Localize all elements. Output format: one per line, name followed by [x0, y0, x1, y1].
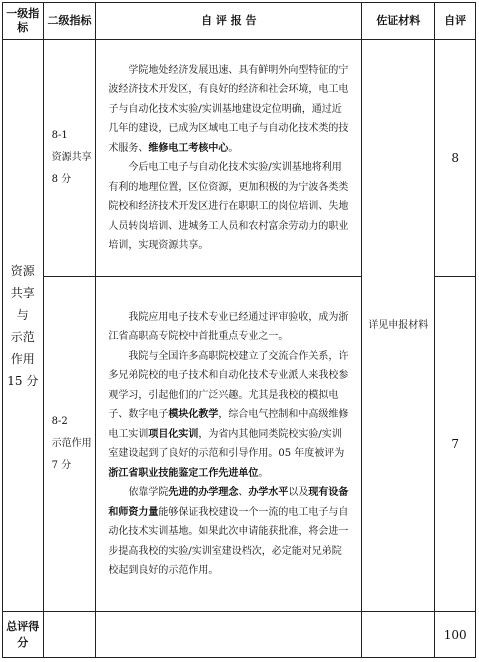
header-evidence: 佐证材料 [362, 3, 435, 40]
self-report [96, 277, 362, 612]
empty-cell [96, 612, 362, 658]
score: 7 [435, 277, 476, 612]
score: 8 [435, 40, 476, 277]
total-score: 100 [435, 612, 476, 658]
table-row [3, 40, 476, 277]
level2-indicator: 8-1 资源共享 8 分 [43, 40, 96, 277]
header-report: 自 评 报 告 [96, 3, 362, 40]
total-label: 总评得分 [3, 612, 44, 658]
report-paragraph: 我院与全国许多高职院校建立了交流合作关系，许多兄弟院校的电子技术和自动化技术专业派人来我校参观学习，引起他们的广泛兴趣。尤其是我校的模拟电子、数字电子模块化教学，综合电气控制和中高级维修电工实训项目化实训，为省内其他同类院校实验/实训室建设起到了良好的示范和引导作用。05 年度被评为浙江省职业技能鉴定工作先进单位。 [108, 350, 349, 479]
empty-cell [43, 612, 96, 658]
report-paragraph: 依靠学院先进的办学理念、办学水平以及现有设备和师资力量能够保证我校建设一个一流的电工电子与自动化技术实训基地。如果此次申请能获批准，将会进一步提高我校的实验/实训室建设档次，必定能对兄弟院校起到良好的示范作用。 [108, 487, 349, 576]
header-score: 自评 [435, 3, 476, 40]
header-level2: 二级指标 [43, 3, 96, 40]
report-paragraph: 我院应用电子技术专业已经通过评审验收，成为浙江省高职高专院校中首批重点专业之一。 [108, 311, 349, 342]
level2-indicator: 8-2 示范作用 7 分 [43, 277, 96, 612]
report-paragraph: 学院地处经济发展迅速、具有鲜明外向型特征的宁波经济技术开发区，有良好的经济和社会环境，电工电子与自动化技术实验/实训基地建设定位明确，通过近几年的建设，已成为区域电工电子与自动化技术类的技术服务、维修电工考核中心。 [108, 64, 349, 154]
header-row [3, 3, 476, 40]
footer-row [3, 612, 476, 658]
empty-cell [362, 612, 435, 658]
report-paragraph: 今后电工电子与自动化技术实验/实训基地将利用有利的地理位置，区位资源，更加积极的为宁波各类类院校和经济技术开发区进行在职职工的岗位培训、失地人员转岗培训、进城务工人员和农村富余劳动力的职业培训，实现资源共享。 [108, 162, 349, 251]
self-report [96, 40, 362, 277]
evidence: 详见申报材料 [362, 40, 435, 612]
self-evaluation-table [2, 2, 476, 658]
level1-indicator: 资源 共享 与 示范 作用 15 分 [3, 40, 44, 612]
header-level1: 一级指标 [3, 3, 44, 40]
